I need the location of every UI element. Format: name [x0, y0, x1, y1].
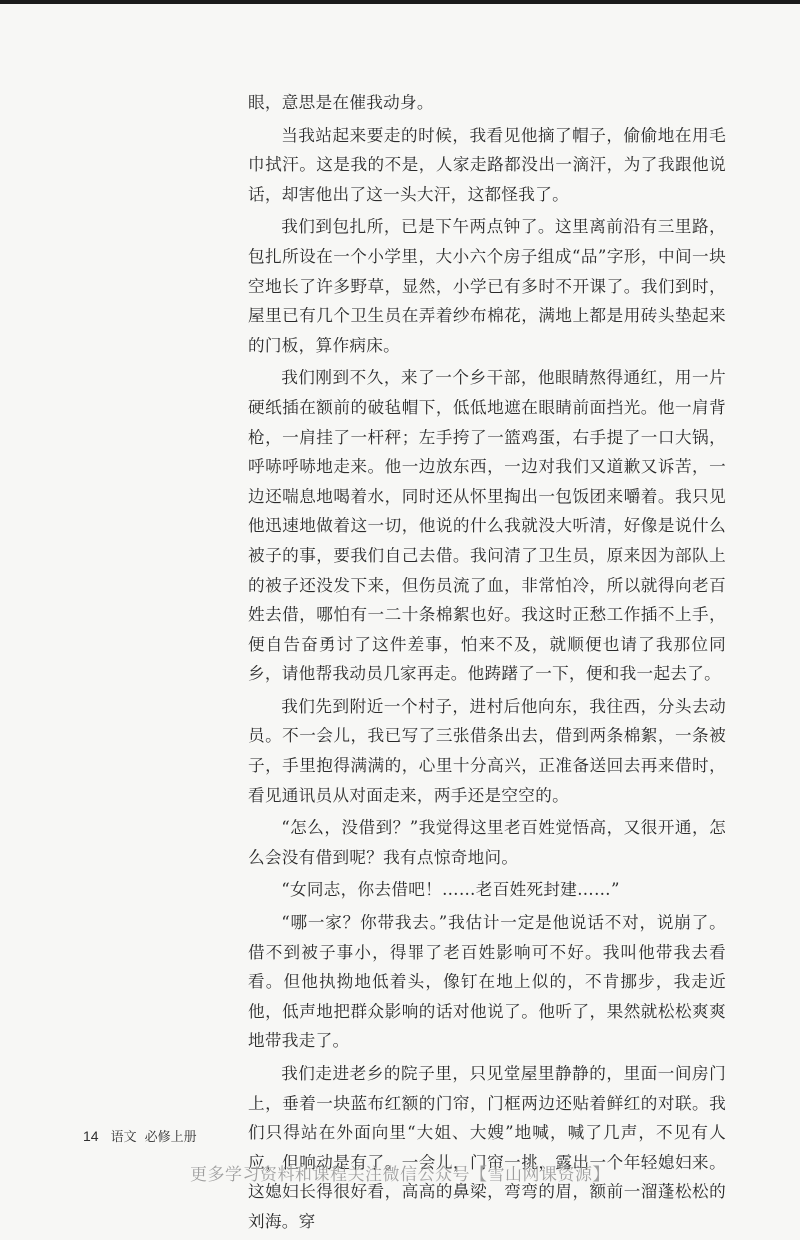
book-volume: 必修上册	[144, 1130, 197, 1145]
paragraph: 我们走进老乡的院子里，只见堂屋里静静的，里面一间房门上，垂着一块蓝布红额的门帘，门框两边还贴着鲜红的对联。我们只得站在外面向里“大姐、大嫂”地喊，喊了几声，不见有人应，但响动是有了。一会儿，门帘一挑，露出一个年轻媳妇来。这媳妇长得很好看，高高的鼻梁，弯弯的眉，额前一溜蓬松松的刘海。穿	[248, 1064, 726, 1231]
article-body	[248, 88, 726, 1240]
book-subject: 语文	[110, 1130, 137, 1145]
paragraph: 我们先到附近一个村子，进村后他向东，我往西，分头去动员。不一会儿，我已写了三张借条出去，借到两条棉絮，一条被子，手里抱得满满的，心里十分高兴，正准备送回去再来借时，看见通讯员从对面走来，两手还是空空的。	[248, 696, 726, 805]
paragraph: “女同志，你去借吧！……老百姓死封建……”	[281, 880, 620, 900]
page-top-edge	[0, 0, 800, 4]
paragraph: 我们刚到不久，来了一个乡干部，他眼睛熬得通红，用一片硬纸插在额前的破毡帽下，低低地遮在眼睛前面挡光。他一肩背枪，一肩挂了一杆秤；左手挎了一篮鸡蛋，右手提了一口大锅，呼哧呼哧地走来。他一边放东西，一边对我们又道歉又诉苦，一边还喘息地喝着水，同时还从怀里掏出一包饭团来嚼着。我只见他迅速地做着这一切，他说的什么我就没大听清，好像是说什么被子的事，要我们自己去借。我问清了卫生员，原来因为部队上的被子还没发下来，但伤员流了血，非常怕冷，所以就得向老百姓去借，哪怕有一二十条棉絮也好。我这时正愁工作插不上手，便自告奋勇讨了这件差事，怕来不及，就顺便也请了我那位同乡，请他帮我动员几家再走。他踌躇了一下，便和我一起去了。	[248, 368, 726, 684]
paragraph: 当我站起来要走的时候，我看见他摘了帽子，偷偷地在用毛巾拭汗。这是我的不是，人家走路都没出一滴汗，为了我跟他说话，却害他出了这一头大汗，这都怪我了。	[248, 125, 726, 204]
paragraph: 我们到包扎所，已是下午两点钟了。这里离前沿有三里路，包扎所设在一个小学里，大小六个房子组成“品”字形，中间一块空地长了许多野草，显然，小学已有多时不开课了。我们到时，屋里已有几个卫生员在弄着纱布棉花，满地上都是用砖头垫起来的门板，算作病床。	[248, 217, 726, 355]
paragraph: “怎么，没借到？”我觉得这里老百姓觉悟高，又很开通，怎么会没有借到呢？我有点惊奇地问。	[248, 818, 726, 867]
paragraph: 眼，意思是在催我动身。	[248, 93, 434, 112]
page-number: 14	[83, 1128, 99, 1144]
watermark-text: 更多学习资料和课程关注微信公众号【雪山网课资源】	[190, 1165, 610, 1185]
page-footer	[83, 1126, 197, 1145]
paragraph: “哪一家？你带我去。”我估计一定是他说话不对，说崩了。借不到被子事小，得罪了老百姓影响可不好。我叫他带我去看看。但他执拗地低着头，像钉在地上似的，不肯挪步，我走近他，低声地把群众影响的话对他说了。他听了，果然就松松爽爽地带我走了。	[248, 913, 726, 1051]
